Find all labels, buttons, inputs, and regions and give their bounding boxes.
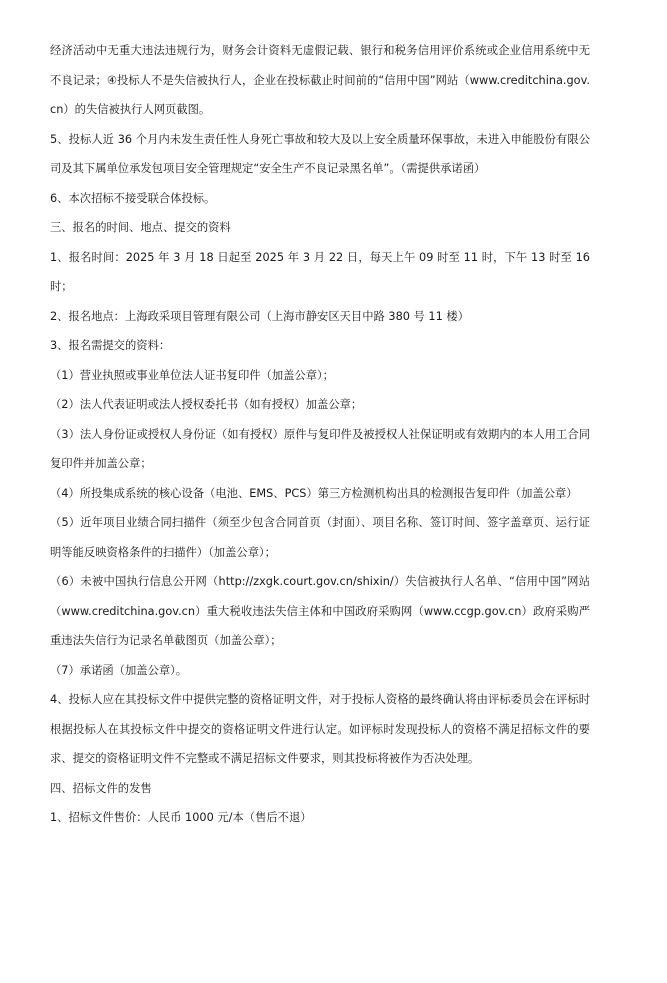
paragraph-registration-materials: 3、报名需提交的资料： — [50, 339, 171, 352]
paragraph-qualification-review: 4、投标人应在其投标文件中提供完整的资格证明文件，对于投标人资格的最终确认将由评标委员会在评标时根据投标人在其投标文件中提交的资格证明文件进行认定。如评标时发现投标人的资格不满足招标文件的要求、提交的资格证明文件不完整或不满足招标文件要求，则其投标将被作为否决处理。 — [50, 693, 590, 765]
list-item-test-report: （4）所投集成系统的核心设备（电池、EMS、PCS）第三方检测机构出具的检测报告复印件（加盖公章） — [50, 486, 578, 500]
paragraph-no-consortium: 6、本次招标不接受联合体投标。 — [50, 191, 216, 205]
list-item-legal-rep-proof: （2）法人代表证明或法人授权委托书（如有授权）加盖公章； — [50, 398, 363, 411]
list-item-business-license: （1）营业执照或事业单位法人证书复印件（加盖公章）； — [50, 368, 334, 382]
section-heading-registration: 三、报名的时间、地点、提交的资料 — [50, 221, 231, 234]
list-item-id-cards: （3）法人身份证或授权人身份证（如有授权）原件与复印件及被授权人社保证明或有效期内的本人用工合同复印件并加盖公章； — [50, 427, 590, 470]
paragraph-registration-location: 2、报名地点：上海政采项目管理有限公司（上海市静安区天目中路 380 号 11 楼） — [50, 309, 469, 323]
paragraph-tender-price: 1、招标文件售价：人民币 1000 元/本（售后不退） — [50, 811, 312, 824]
paragraph-registration-time: 1、报名时间：2025 年 3 月 18 日起至 2025 年 3 月 22 日，每天上午 09 时至 11 时，下午 13 时至 16 时； — [50, 250, 590, 293]
paragraph-qualification-credit: 经济活动中无重大违法违规行为，财务会计资料无虚假记载、银行和税务信用评价系统或企业信用系统中无不良记录；④投标人不是失信被执行人，企业在投标截止时间前的“信用中国”网站（www.creditchina.gov.cn）的失信被执行人网页截图。 — [50, 44, 590, 116]
list-item-contract-scans: （5）近年项目业绩合同扫描件（须至少包含合同首页（封面）、项目名称、签订时间、签字盖章页、运行证明等能反映资格条件的扫描件）（加盖公章）； — [50, 516, 590, 559]
paragraph-safety-record: 5、投标人近 36 个月内未发生责任性人身死亡事故和较大及以上安全质量环保事故，未进入申能股份有限公司及其下属单位承发包项目安全管理规定“安全生产不良记录黑名单”。（需提供承诺函） — [50, 132, 590, 175]
document-page — [50, 36, 590, 833]
list-item-credit-screenshots: （6）未被中国执行信息公开网（http://zxgk.court.gov.cn/shixin/）失信被执行人名单、“信用中国”网站（www.creditchina.gov.cn）重大税收违法失信主体和中国政府采购网（www.ccgp.gov.cn）政府采购严重违法失信行为记录名单截图页（加盖公章）； — [50, 575, 590, 647]
list-item-commitment-letter: （7）承诺函（加盖公章）。 — [50, 663, 188, 677]
section-heading-tender-sale: 四、招标文件的发售 — [50, 781, 152, 795]
